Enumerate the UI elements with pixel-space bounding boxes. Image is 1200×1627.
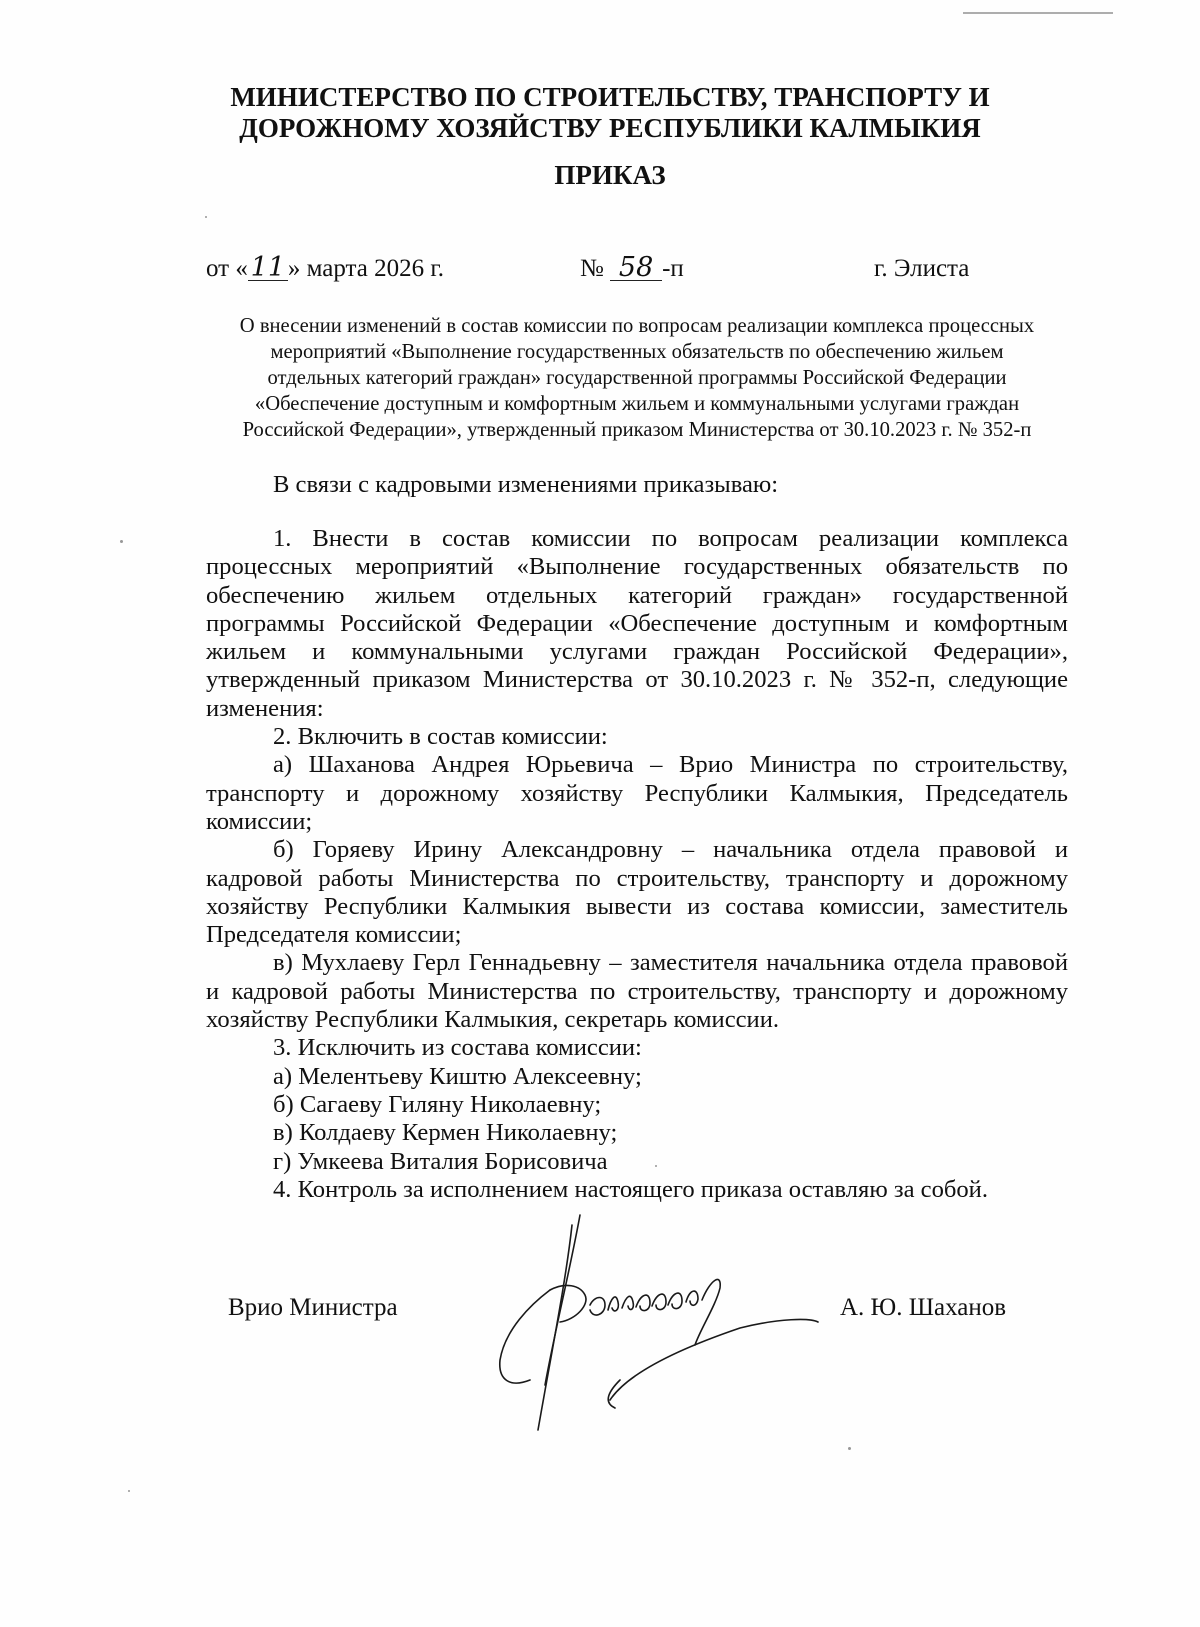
clause-2b: б) Горяеву Ирину Александровну – начальника отдела правовой и кадровой работы Министерства по строительству, транспорту и дорожному хозяйству Республики Калмыкия вывести из состава комиссии, заместитель Председателя комиссии; [206,836,1068,949]
clause-3a: а) Мелентьеву Киштю Алексеевну; [273,1062,642,1090]
handwritten-signature [490,1210,820,1440]
scan-speck [128,1490,130,1492]
clause-3d: г) Умкеева Виталия Борисовича [273,1147,608,1175]
clause-3: 3. Исключить из состава комиссии: [273,1034,642,1062]
clause-1: 1. Внести в состав комиссии по вопросам реализации комплекса процессных мероприятий «Выполнение государственных обязательств по обеспечению жильем отдельных категорий граждан» государственной программы Российской Федерации «Обеспечение доступным и комфортным жильем и коммунальными услугами граждан Российской Федерации», утвержденный приказом Министерства от 30.10.2023 г. № 352-п, следующие изменения: [206,525,1068,722]
ministry-name-line1: МИНИСТЕРСТВО ПО СТРОИТЕЛЬСТВУ, ТРАНСПОРТУ И [230,82,990,112]
subject-line: Российской Федерации», утвержденный приказом Министерства от 30.10.2023 г. № 352-п [242,419,1032,441]
number-prefix: № [580,255,611,282]
ministry-name-line2: ДОРОЖНОМУ ХОЗЯЙСТВУ РЕСПУБЛИКИ КАЛМЫКИЯ [239,113,981,143]
handwritten-number: 58 [610,256,662,281]
clause-3c: в) Колдаеву Кермен Николаевну; [273,1119,618,1147]
order-number [580,254,684,284]
subject-line: О внесении изменений в состав комиссии по вопросам реализации комплекса процессных [239,315,1035,337]
scan-artifact-line [963,12,1113,14]
signatory-name: А. Ю. Шаханов [840,1294,1007,1321]
clause-2c: в) Мухлаеву Герл Геннадьевну – заместителя начальника отдела правовой и кадровой работы Министерства по строительству, транспорту и дорожному хозяйству Республики Калмыкия, секретарь комиссии. [206,949,1068,1034]
handwritten-day: 11 [248,256,288,281]
order-date [206,254,444,284]
order-body [206,525,1068,1204]
number-suffix: -п [662,255,684,282]
clause-2a: а) Шаханова Андрея Юрьевича – Врио Министра по строительству, транспорту и дорожному хозяйству Республики Калмыкия, Председатель комиссии; [206,751,1068,835]
scan-speck [205,216,207,218]
date-prefix: от « [206,255,248,282]
order-city: г. Элиста [874,255,970,282]
subject-line: отдельных категорий граждан» государственной программы Российской Федерации [267,367,1007,389]
preamble: В связи с кадровыми изменениями приказываю: [273,471,779,498]
order-subject [206,313,1068,443]
signatory-title: Врио Министра [228,1294,398,1321]
ministry-name [200,82,1020,144]
subject-line: мероприятий «Выполнение государственных обязательств по обеспечению жильем [270,341,1004,363]
date-suffix: » марта 2026 г. [287,255,445,282]
subject-line: «Обеспечение доступным и комфортным жильем и коммунальными услугами граждан [254,393,1020,415]
scan-speck [120,540,123,543]
clause-4: 4. Контроль за исполнением настоящего приказа оставляю за собой. [273,1175,988,1203]
document-type: ПРИКАЗ [554,160,666,190]
clause-2: 2. Включить в состав комиссии: [273,723,608,751]
scan-speck [848,1447,851,1450]
clause-3b: б) Сагаеву Гиляну Николаевну; [273,1090,602,1118]
